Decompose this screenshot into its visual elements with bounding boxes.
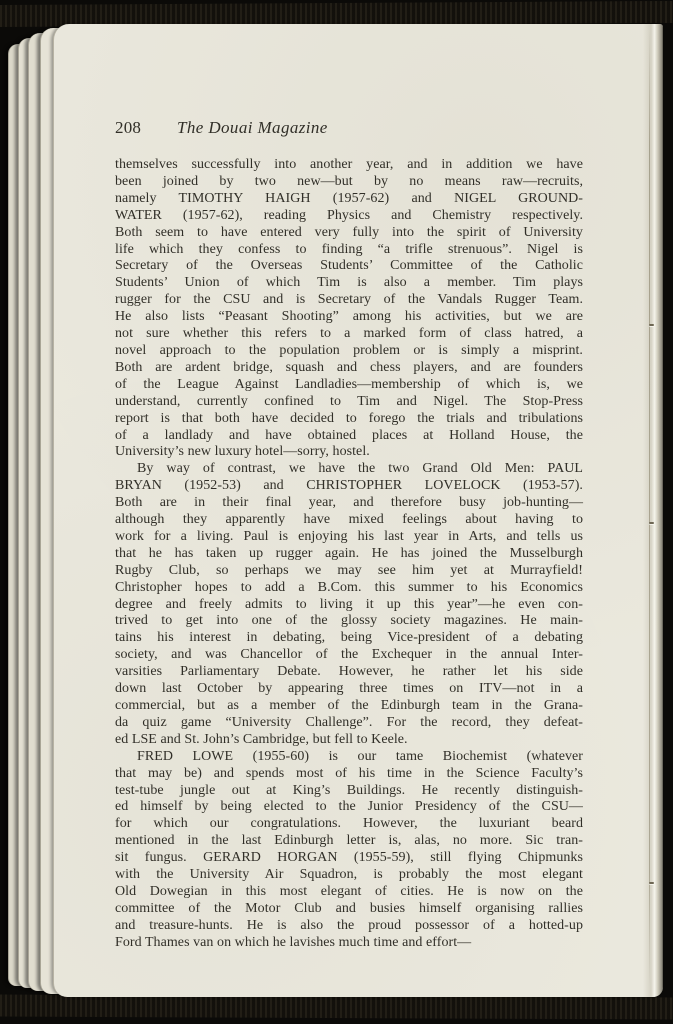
text-line: Students’ Union of which Tim is also a member. Tim plays [115, 275, 583, 291]
text-line: Rugby Club, so perhaps we may see him yet at Murrayfield! [115, 562, 583, 578]
text-line: degree and freely admits to living it up this year”—he even con- [115, 596, 583, 612]
text-line: of the League Against Landladies—membership of which is, we [115, 376, 583, 392]
binding-crease [649, 30, 650, 987]
text-line: been joined by two new—but by no means raw—recruits, [115, 173, 583, 189]
text-line: ed LSE and St. John’s Cambridge, but fell to Keele. [115, 731, 408, 747]
text-line: that may be) and spends most of his time in the Science Faculty’s [115, 765, 583, 781]
book-cover-bottom-edge [0, 994, 673, 1019]
text-line: down last October by appearing three times on ITV—not in a [115, 681, 583, 697]
text-line: novel approach to the population problem or is simply a misprint. [115, 342, 583, 358]
stitch-mark [649, 882, 654, 884]
text-line: mentioned in the last Edinburgh letter is, alas, no more. Sic tran- [115, 833, 583, 849]
text-line: that he has taken up rugger again. He has joined the Musselburgh [115, 545, 583, 561]
text-line: namely TIMOTHY HAIGH (1957-62) and NIGEL GROUND- [115, 190, 583, 206]
text-line: University’s new luxury hotel—sorry, hostel. [115, 444, 370, 460]
text-line: of a landlady and have obtained places at Holland House, the [115, 427, 583, 443]
stitch-mark [649, 324, 654, 326]
text-line: Secretary of the Overseas Students’ Committee of the Catholic [115, 258, 583, 274]
text-line: test-tube jungle out at King’s Buildings. He recently distinguish- [115, 782, 583, 798]
text-line: Old Dowegian in this most elegant of cities. He is now on the [115, 883, 583, 899]
text-line: tains his interest in debating, being Vice-president of a debating [115, 630, 583, 646]
text-line: da quiz game “University Challenge”. For the record, they defeat- [115, 714, 583, 730]
text-line: and treasure-hunts. He is also the proud possessor of a hotted-up [115, 917, 583, 933]
stitch-mark [649, 522, 654, 524]
page-text-block [115, 118, 583, 952]
text-line: commercial, but as a member of the Edinburgh team in the Grana- [115, 698, 583, 713]
text-line: By way of contrast, we have the two Grand Old Men: PAUL [137, 461, 583, 477]
text-line: society, and was Chancellor of the Exchequer in the annual Inter- [115, 647, 583, 663]
text-line: work for a living. Paul is enjoying his last year in Arts, and tells us [115, 528, 583, 544]
running-head [115, 118, 583, 138]
text-line: He also lists “Peasant Shooting” among his activities, but we are [115, 309, 583, 325]
text-line: Christopher hopes to add a B.Com. this summer to his Economics [115, 579, 583, 595]
body-text [115, 157, 583, 952]
text-line: varsities Parliamentary Debate. However, he rather let his side [115, 664, 583, 680]
page-number: 208 [115, 118, 142, 137]
text-line: life which they confess to finding “a trifle strenuous”. Nigel is [115, 241, 583, 257]
running-title: The Douai Magazine [177, 118, 328, 137]
text-line: Both are ardent bridge, squash and chess players, and are founders [115, 359, 583, 375]
text-line: BRYAN (1952-53) and CHRISTOPHER LOVELOCK (1953-57). [115, 478, 583, 494]
text-line: rugger for the CSU and is Secretary of the Vandals Rugger Team. [115, 292, 583, 308]
text-line: committee of the Motor Club and busies himself organising rallies [115, 900, 583, 916]
text-line: ed himself by being elected to the Junior Presidency of the CSU— [115, 799, 583, 815]
text-line: Both are in their final year, and therefore busy job-hunting— [115, 495, 583, 511]
text-line: for which our congratulations. However, the luxuriant beard [115, 816, 583, 832]
text-line: trived to get into one of the glossy society magazines. He main- [115, 613, 583, 629]
text-line: themselves successfully into another year, and in addition we have [115, 157, 583, 172]
text-line: Both seem to have entered very fully into the spirit of University [115, 224, 583, 240]
binding-gutter [643, 24, 663, 997]
text-line: with the University Air Squadron, is probably the most elegant [115, 867, 583, 883]
text-line: not sure whether this refers to a marked form of class hatred, a [115, 326, 583, 342]
book-page [53, 24, 663, 997]
text-line: although they apparently have mixed feelings about having to [115, 512, 583, 528]
text-line: Ford Thames van on which he lavishes much time and effort— [115, 934, 472, 950]
text-line: sit fungus. GERARD HORGAN (1955-59), still flying Chipmunks [115, 850, 583, 866]
text-line: WATER (1957-62), reading Physics and Chemistry respectively. [115, 207, 583, 223]
text-line: FRED LOWE (1955-60) is our tame Biochemist (whatever [137, 748, 583, 764]
text-line: understand, currently confined to Tim and Nigel. The Stop-Press [115, 393, 583, 409]
text-line: report is that both have decided to forego the trials and tribulations [115, 410, 583, 426]
